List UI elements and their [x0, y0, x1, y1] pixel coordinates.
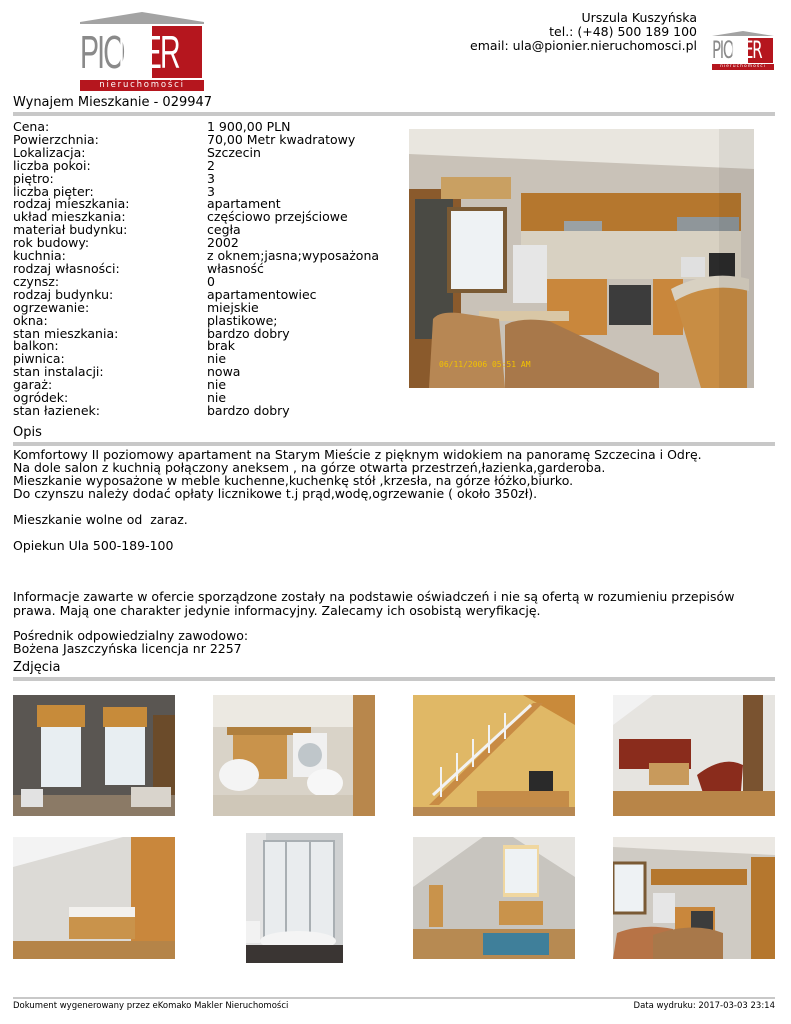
- photos-divider: [13, 677, 775, 681]
- detail-label: rok budowy:: [13, 235, 90, 251]
- detail-label: okna:: [13, 312, 48, 328]
- detail-label: stan łazienek:: [13, 402, 100, 418]
- photo-bathroom: [213, 695, 375, 816]
- disclaimer-text: Informacje zawarte w ofercie sporządzone zostały na podstawie oświadczeń i nie są ofertą w rozumieniu przepisów prawa. Mają one charakter jedynie informacyjny. Zalecamy ich osobistą weryfikację.: [13, 589, 735, 618]
- photo-thumbnail[interactable]: [413, 837, 575, 959]
- photo-thumbnail[interactable]: [13, 837, 175, 959]
- agent-contact: [470, 11, 697, 53]
- company-logo-small: [711, 31, 775, 71]
- detail-label: rodzaj własności:: [13, 260, 120, 276]
- detail-label: liczba pięter:: [13, 183, 94, 199]
- detail-value: własność: [207, 260, 264, 276]
- detail-value: apartamentowiec: [207, 286, 317, 302]
- detail-value: 2: [207, 157, 215, 173]
- detail-value: plastikowe;: [207, 312, 278, 328]
- description-line: Na dole salon z kuchnią połączony aneksem , na górze otwarta przestrzeń,łazienka,garderoba.: [13, 459, 606, 475]
- photo-shower: [246, 833, 343, 963]
- photo-thumbnail[interactable]: [246, 833, 343, 963]
- detail-label: piwnica:: [13, 351, 65, 367]
- detail-value: z oknem;jasna;wyposażona: [207, 248, 380, 264]
- photo-living-room: [613, 695, 775, 816]
- footer-generator-note: Dokument wygenerowany przez eKomako Makler Nieruchomości: [13, 1001, 289, 1011]
- photo-thumbnail[interactable]: [13, 695, 175, 816]
- agent-name: Urszula Kuszyńska: [581, 10, 697, 25]
- detail-label: balkon:: [13, 338, 59, 354]
- detail-value: nie: [207, 351, 227, 367]
- logo-text-right: NIER: [118, 26, 179, 78]
- detail-value: 0: [207, 273, 215, 289]
- photo-thumbnail[interactable]: [413, 695, 575, 816]
- company-logo: [78, 12, 206, 92]
- detail-value: bardzo dobry: [207, 402, 290, 418]
- availability-text: Mieszkanie wolne od zaraz.: [13, 511, 188, 527]
- detail-label: Cena:: [13, 119, 50, 134]
- detail-label: liczba pokoi:: [13, 157, 91, 173]
- detail-label: stan mieszkania:: [13, 325, 119, 341]
- logo-small-text-right: NIER: [731, 36, 762, 64]
- detail-value: częściowo przejściowe: [207, 209, 348, 225]
- detail-value: 3: [207, 170, 215, 186]
- detail-label: materiał budynku:: [13, 222, 128, 238]
- logo-small-subtitle: nieruchomości: [720, 64, 766, 69]
- photos-heading: Zdjęcia: [13, 660, 61, 675]
- detail-value: bardzo dobry: [207, 325, 290, 341]
- title-divider: [13, 112, 775, 116]
- broker-label: Pośrednik odpowiedzialny zawodowo:: [13, 628, 249, 643]
- detail-row: [13, 402, 408, 418]
- detail-value: apartament: [207, 196, 281, 212]
- broker-info: [13, 629, 248, 655]
- photo-staircase: [413, 695, 575, 816]
- detail-value: 2002: [207, 235, 239, 251]
- detail-label: ogrzewanie:: [13, 299, 90, 315]
- description-divider: [13, 442, 775, 446]
- photo-thumbnail[interactable]: [613, 695, 775, 816]
- photo-room-windows: [13, 695, 175, 816]
- description-line: Komfortowy II poziomowy apartament na Starym Mieście z pięknym widokiem na panoramę Szczecina i Odrę.: [13, 447, 702, 462]
- detail-value: nie: [207, 390, 227, 406]
- detail-label: rodzaj mieszkania:: [13, 196, 130, 212]
- description-body: [13, 449, 778, 552]
- logo-subtitle: nieruchomości: [99, 80, 185, 90]
- logo-small-text-left: PIO: [712, 36, 734, 64]
- photo-attic-room: [413, 837, 575, 959]
- photo-kitchen: [613, 837, 775, 959]
- detail-label: układ mieszkania:: [13, 209, 126, 225]
- detail-label: piętro:: [13, 170, 54, 186]
- description-heading: Opis: [13, 425, 42, 440]
- detail-label: garaż:: [13, 377, 53, 393]
- photo-bedroom: [13, 837, 175, 959]
- footer-print-date: Data wydruku: 2017-03-03 23:14: [633, 1001, 775, 1011]
- detail-label: Lokalizacja:: [13, 144, 86, 160]
- listing-title: Wynajem Mieszkanie - 029947: [13, 95, 213, 110]
- agent-phone: tel.: (+48) 500 189 100: [549, 24, 697, 39]
- main-photo[interactable]: [409, 129, 754, 388]
- detail-value: 1 900,00 PLN: [207, 119, 291, 134]
- detail-value: brak: [207, 338, 235, 354]
- broker-name: Bożena Jaszczyńska licencja nr 2257: [13, 641, 242, 656]
- detail-label: Powierzchnia:: [13, 131, 99, 147]
- detail-value: miejskie: [207, 299, 259, 315]
- logo-text-left: PIO: [80, 26, 124, 78]
- details-table: [13, 121, 408, 418]
- detail-label: stan instalacji:: [13, 364, 104, 380]
- detail-value: cegła: [207, 222, 241, 238]
- detail-label: kuchnia:: [13, 248, 66, 264]
- detail-value: Szczecin: [207, 144, 261, 160]
- detail-value: nie: [207, 377, 227, 393]
- detail-label: czynsz:: [13, 273, 60, 289]
- agent-email[interactable]: email: ula@pionier.nieruchomosci.pl: [470, 38, 697, 53]
- description-line: Do czynszu należy dodać opłaty licznikowe t.j prąd,wodę,ogrzewanie ( około 350zł).: [13, 485, 538, 501]
- footer-divider: [13, 997, 775, 999]
- photo-thumbnail[interactable]: [213, 695, 375, 816]
- detail-label: ogródek:: [13, 390, 69, 406]
- photo-thumbnail[interactable]: [613, 837, 775, 959]
- detail-value: 70,00 Metr kwadratowy: [207, 131, 356, 147]
- detail-value: nowa: [207, 364, 241, 380]
- description-line: Mieszkanie wyposażone w meble kuchenne,kuchenkę stół ,krzesła, na górze łóżko,biurko.: [13, 472, 574, 488]
- detail-label: rodzaj budynku:: [13, 286, 114, 302]
- detail-value: 3: [207, 183, 215, 199]
- main-photo-image: [409, 129, 754, 388]
- photo-timestamp: 06/11/2006 05:51 AM: [439, 360, 531, 369]
- caretaker-text: Opiekun Ula 500-189-100: [13, 537, 174, 553]
